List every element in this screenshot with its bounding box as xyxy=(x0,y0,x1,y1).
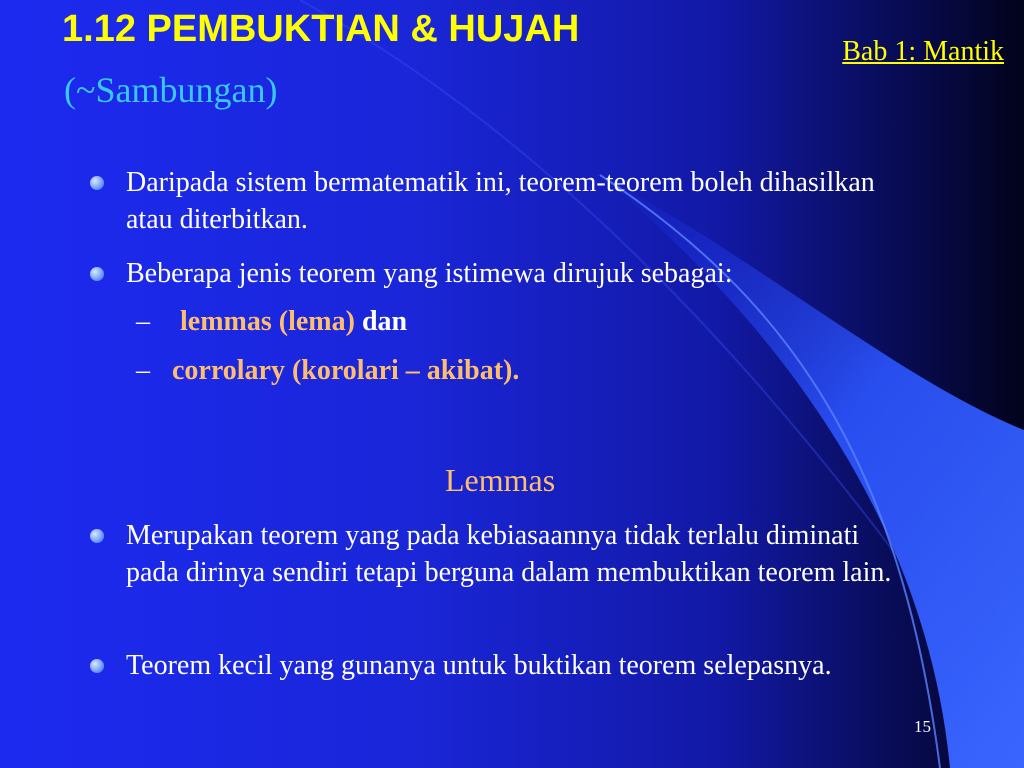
bullet-text: Beberapa jenis teorem yang istimewa dirujuk sebagai: xyxy=(126,258,733,289)
bullet-icon xyxy=(90,267,104,281)
sub-item-text: corrolary (korolari – akibat). xyxy=(172,355,520,386)
dash-icon: – xyxy=(136,355,150,386)
slide-subtitle: (~Sambungan) xyxy=(64,70,278,110)
page-number: 15 xyxy=(914,717,931,736)
bullet-item xyxy=(126,255,906,292)
sub-item-suffix: dan xyxy=(361,306,408,337)
sub-item xyxy=(136,352,520,389)
sub-item-text: lemmas (lema) xyxy=(180,306,355,337)
bullet-text: Teorem kecil yang gunanya untuk buktikan teorem selepasnya. xyxy=(126,650,832,681)
bullet-item xyxy=(126,647,846,684)
dash-icon: – xyxy=(136,306,150,337)
bullet-text: Merupakan teorem yang pada kebiasaannya tidak terlalu diminati pada dirinya sendiri tetapi berguna dalam membuktikan teorem lain. xyxy=(126,520,892,588)
bullet-icon xyxy=(90,659,104,673)
sub-item xyxy=(136,303,408,340)
slide-title: 1.12 PEMBUKTIAN & HUJAH xyxy=(62,8,580,50)
section-heading: Lemmas xyxy=(445,462,556,498)
bullet-item xyxy=(126,517,906,591)
bullet-icon xyxy=(90,529,104,543)
chapter-tag[interactable]: Bab 1: Mantik xyxy=(842,36,1004,67)
bullet-icon xyxy=(90,176,104,190)
bullet-text: Daripada sistem bermatematik ini, teorem-teorem boleh dihasilkan atau diterbitkan. xyxy=(126,167,875,235)
bullet-item xyxy=(126,164,906,238)
